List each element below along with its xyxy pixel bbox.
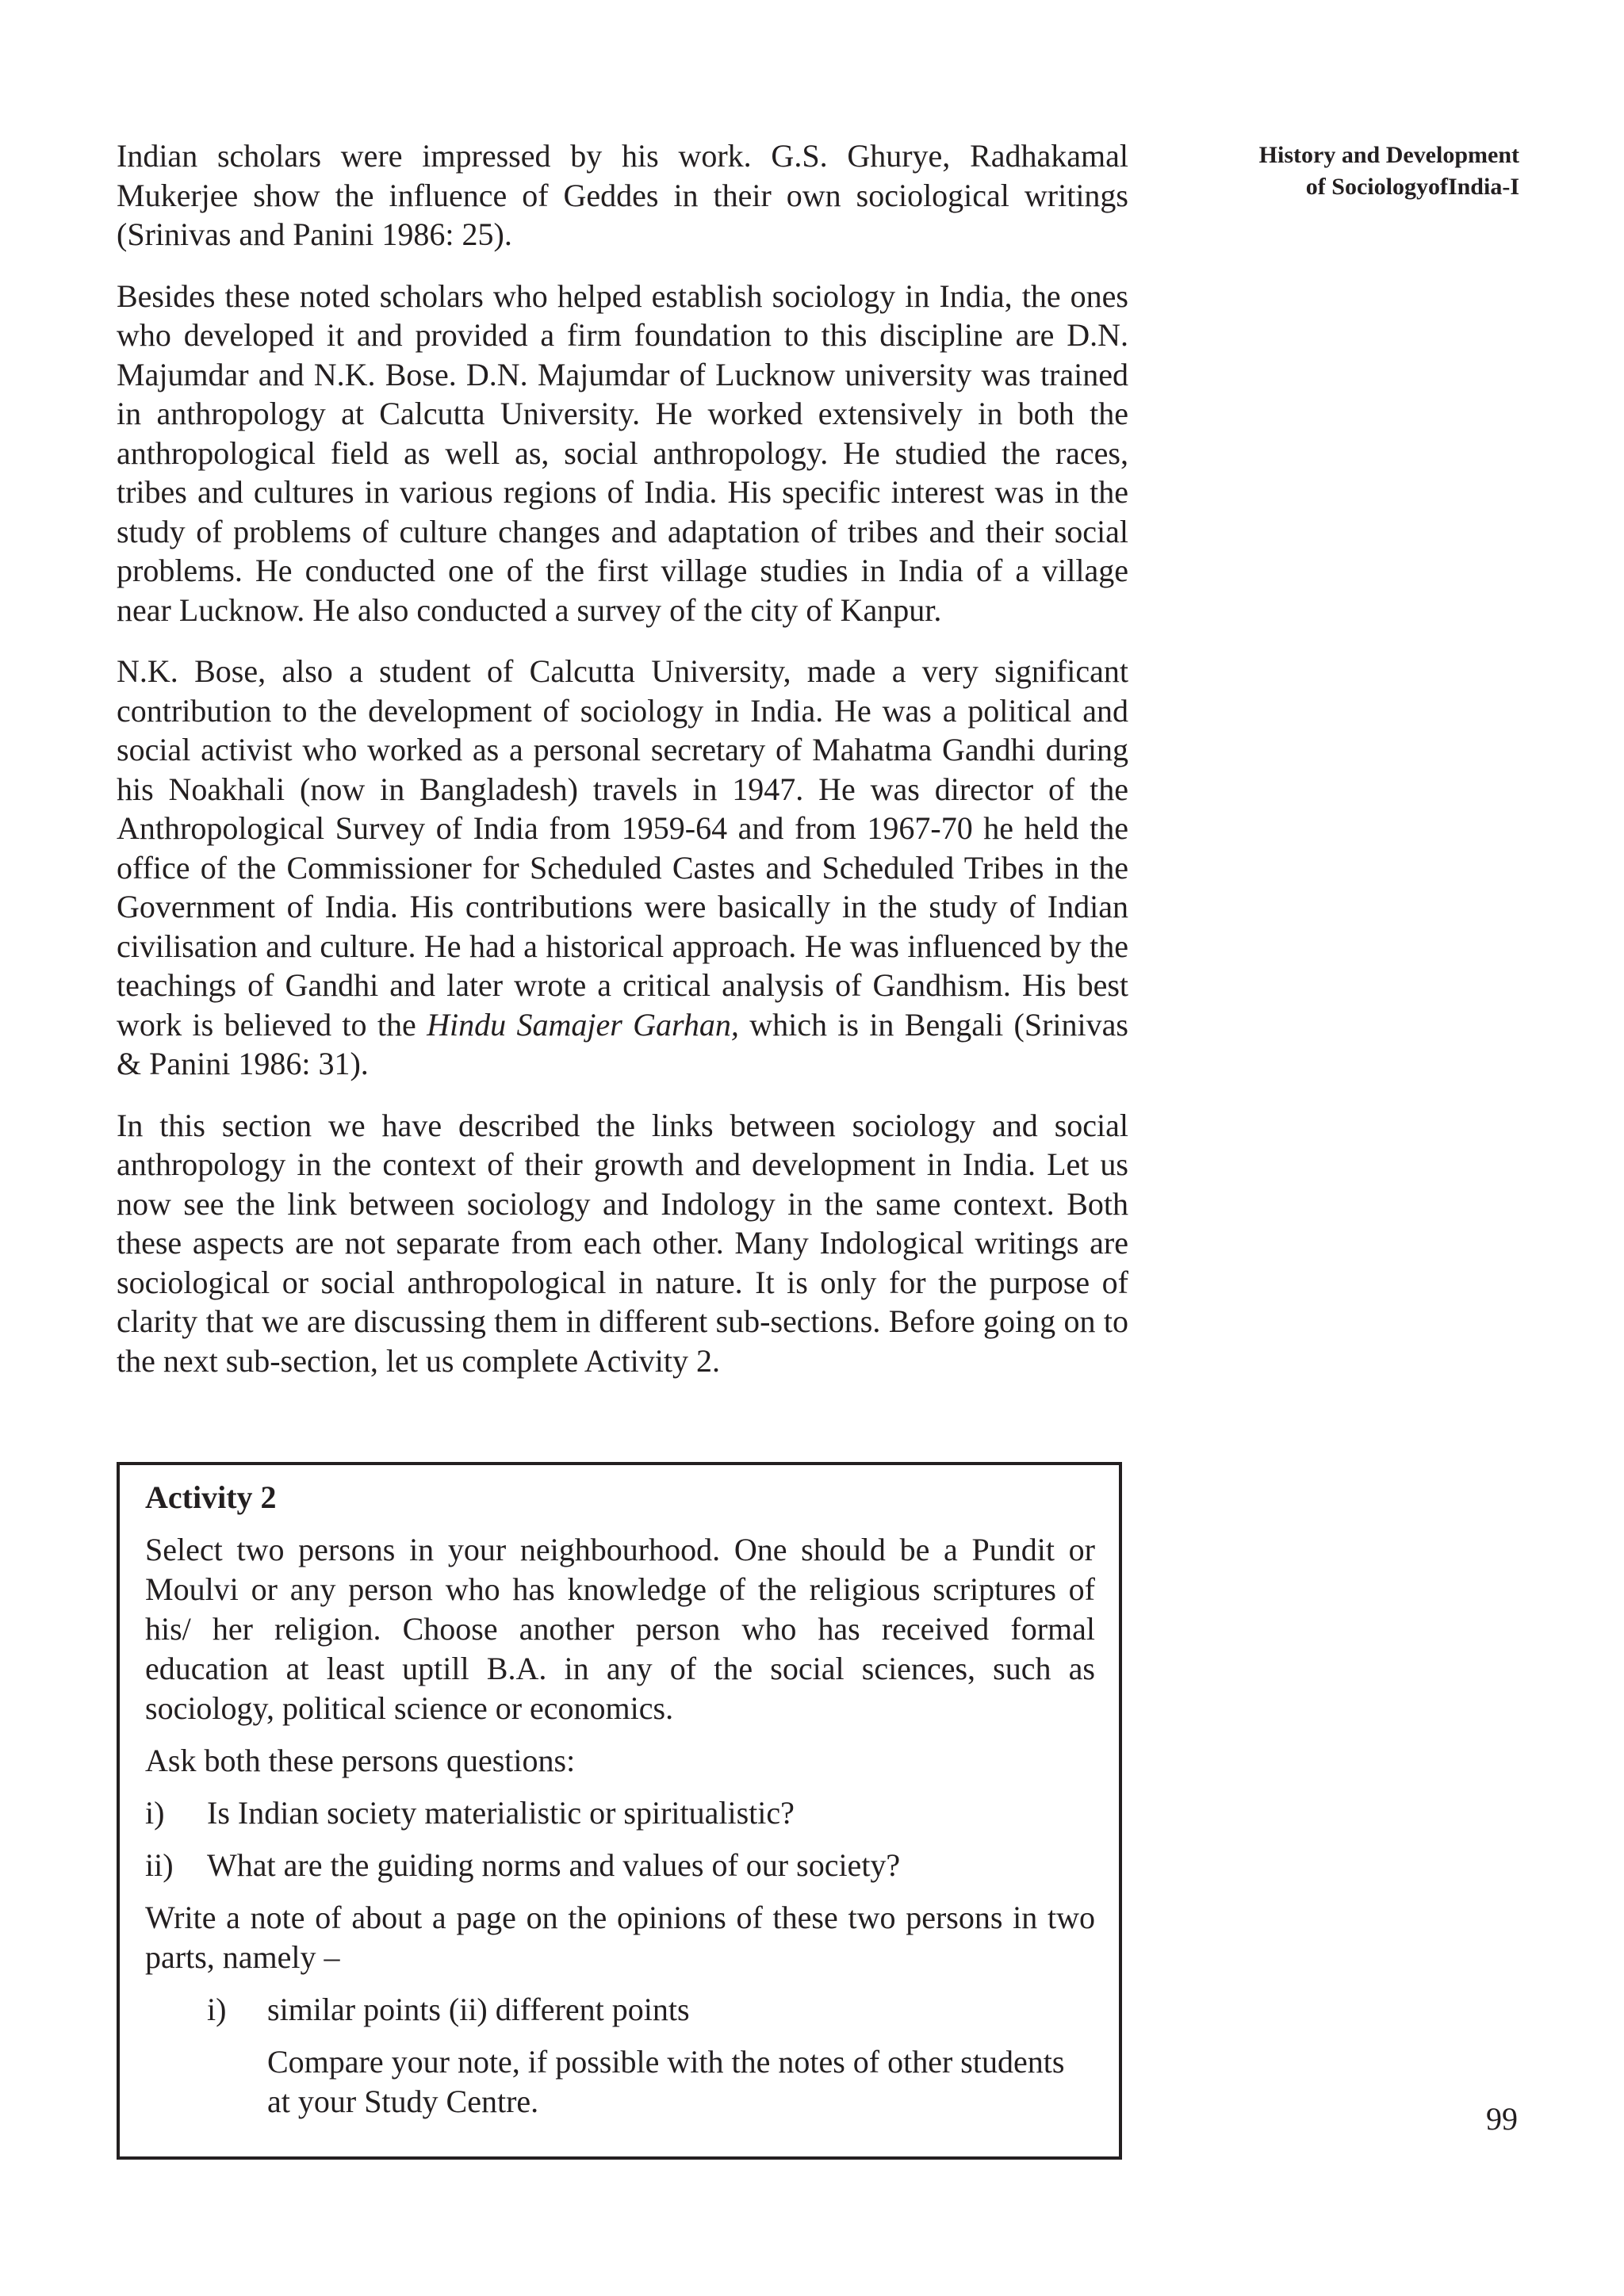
paragraph-bose [117, 652, 1128, 1084]
running-header-line-1: History and Development [1258, 142, 1519, 168]
paragraph-bose-text: N.K. Bose, also a student of Calcutta University, made a very significant contribution to the development of sociology in India. He was a political and social activist who worked as a personal secretary of Mahatma Gandhi during his Noakhali (now in Bangladesh) travels in 1947. He was director of the Anthropological Survey of India from 1959-64 and from 1967-70 he held the office of the Commissioner for Scheduled Castes and Scheduled Tribes in the Government of India. His contributions were basically in the study of Indian civilisation and culture. He had a historical approach. He was influenced by the teachings of Gandhi and later wrote a critical analysis of Gandhism. His best work is believed to the [117, 653, 1128, 1043]
running-header [1155, 140, 1519, 203]
sub-item-text: similar points (ii) different points [267, 1992, 690, 2027]
paragraph-majumdar: Besides these noted scholars who helped establish sociology in India, the ones who developed it and provided a firm foundation to this discipline are D.N. Majumdar and N.K. Bose. D.N. Majumdar of Lucknow university was trained in anthropology at Calcutta University. He worked extensively in both the anthropological field as well as, social anthropology. He studied the races, tribes and cultures in various regions of India. His specific interest was in the study of problems of culture changes and adaptation of tribes and their social problems. He conducted one of the first village studies in India of a village near Lucknow. He also conducted a survey of the city of Kanpur. [117, 277, 1128, 628]
paragraph-sociology-indology: In this section we have described the links between sociology and social anthropology in the context of their growth and development in India. Let us now see the link between sociology and Indology in the same context. Both these aspects are not separate from each other. Many Indological writings are sociological or social anthropological in nature. It is only for the purpose of clarity that we are discussing them in different sub-sections. Before going on to the next sub-section, let us complete Activity 2. [117, 1107, 1128, 1379]
question-number: i) [145, 1795, 165, 1831]
activity-ask: Ask both these persons questions: [145, 1743, 576, 1778]
activity-write-note: Write a note of about a page on the opinions of these two persons in two parts, namely – [145, 1900, 1095, 1975]
activity-heading: Activity 2 [145, 1479, 277, 1515]
paragraph-geddes-influence: Indian scholars were impressed by his work. G.S. Ghurye, Radhakamal Mukerjee show the influence of Geddes in their own sociological writings (Srinivas and Panini 1986: 25). [117, 138, 1128, 252]
book-title-hindu-samajer-garhan: Hindu Samajer Garhan, [427, 1006, 739, 1043]
paragraph-bose-end: which is in Bengali (Srinivas & Panini 1986: 31). [117, 1006, 1128, 1081]
page-number: 99 [1486, 2101, 1518, 2137]
activity-box [117, 1462, 1122, 2160]
activity-compare: Compare your note, if possible with the notes of other students at your Study Centre. [267, 2044, 1065, 2119]
question-text: Is Indian society materialistic or spiritualistic? [207, 1795, 795, 1831]
activity-sub-item [207, 1990, 1095, 2030]
sub-item-number: i) [207, 1992, 227, 2027]
body-text [117, 136, 1128, 1402]
running-header-line-2: of SociologyofIndia-I [1305, 174, 1519, 200]
activity-question-1 [145, 1793, 1095, 1833]
question-number: ii) [145, 1847, 174, 1883]
activity-question-2 [145, 1846, 1095, 1885]
question-text: What are the guiding norms and values of our society? [207, 1847, 901, 1883]
activity-intro: Select two persons in your neighbourhood. One should be a Pundit or Moulvi or any person who has knowledge of the religious scriptures of his/ her religion. Choose another person who has received formal education at least uptill B.A. in any of the social sciences, such as sociology, political science or economics. [145, 1532, 1095, 1726]
